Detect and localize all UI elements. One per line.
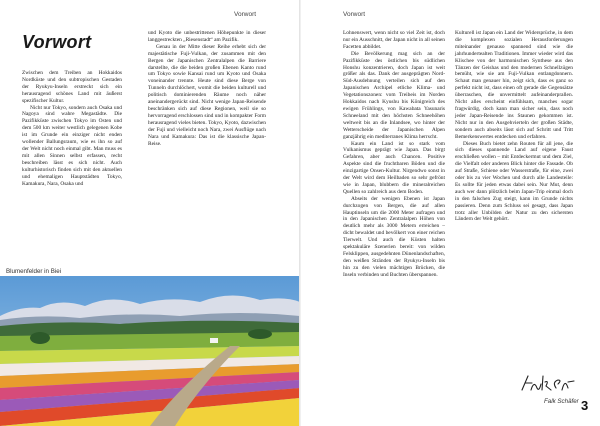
paragraph: Kaum ein Land ist so stark vom Vulkanismus geprägt wie Japan. Das birgt Gefahren, aber auch Chancen. Positive Aspekte sind die fruchtbaren Böden und die einzigartige Onsen-Kultur. Nirgendwo sonst in der Welt wird dem Heilbaden so sehr gefrönt wie in Japan, blubbern die mineralreichen Quellen so zahlreich aus dem Boden. <box>343 140 445 195</box>
photo-caption: Blumenfelder in Biei <box>6 268 62 275</box>
signer-name: Falk Schäfer <box>544 398 579 405</box>
paragraph: Zwischen dem Treiben an Hokkaidos Nordküste und den subtropischen Gestaden der Ryukyu-Inseln erstreckt sich ein herausragend schönes Land mit äußerst spezifischer Kultur. <box>22 70 122 104</box>
paragraph: Kulturell ist Japan ein Land der Widersprüche, in dem die komplexen sozialen Herausforderungen miteinander genauso spannend sind wie die jahrhundertealten Traditionen. Immer wieder wird das Klischee von der harmonischen Synthese aus den Tänzen der Geishas und den modernen Schnellzügen bemüht, wie sie am Fuji-Vulkan entlangdonnern. Schaut man genauer hin, zeigt sich, dass es ganz so perfekt nicht ist, dass einen oft gerade die Gegensätze überraschen, die unvermittelt aufeinanderprallen. Nicht alles erscheint einfühlsam, manches sogar fragwürdig, doch kann man sicher sein, dass noch jeder Japan-Reisende ins Staunen gekommen ist. Nicht nur in den Ausgehvierteln der großen Städte, sondern auch abseits lässt sich auf Schritt und Tritt Bemerkenswertes entdecken und erfahren. <box>455 30 573 140</box>
paragraph: und Kyoto die unbestrittenen Höhepunkte in dieser langgestreckten „Riesenstadt“ am Pazifik. <box>148 30 266 43</box>
page-number: 3 <box>581 398 589 413</box>
running-head-left: Vorwort <box>234 11 257 18</box>
paragraph: Abseits der wenigen Ebenen ist Japan durchzogen von Bergen, die auf allen Hauptinseln um die 2000 Meter aufragen und in den Japanischen Zentralalpen Höhen von deutlich mehr als 3000 Metern erreichen – dicht bewaldet und bevölkert von einer reichen Tierwelt. Und auch die Küsten halten spektakuläre Szenerien bereit: von wilden Felsklippen, ausgedehnten Dünenlandschaften, den weißen Stränden der Ryukyu-Inseln bis hin zu den vielen mächtigen Brücken, die Inseln verbinden und Buchten überspannen. <box>343 195 445 278</box>
paragraph: Lohnenswert, wenn nicht so viel Zeit ist, doch nur ein Ausschnitt, der Japan nicht in all seinen Facetten abbildet. <box>343 30 445 50</box>
paragraph: Nicht nur Tokyo, sondern auch Osaka und Nagoya sind wahre Megastädte. Die Pazifikküste zwischen Tokyo im Osten und dem 500 km weiter westlich gelegenen Kobe ist im Grunde ein einziger nicht enden wollender Ballungsraum, wie es ihn so auf der Welt nicht noch einmal gibt. Man muss es mit allen Sinnen selbst erfassen, recht beschreiben lässt es sich nicht. Auch kulturhistorisch finden sich mit den aktuellen und ehemaligen Hauptstädten Tokyo, Kamakura, Nara, Osaka und <box>22 104 122 187</box>
signature-image <box>518 372 578 396</box>
right-page <box>300 0 600 426</box>
running-head-right: Vorwort <box>343 11 366 18</box>
left-column-1 <box>22 70 122 187</box>
paragraph: Die Bevölkerung mag sich an der Pazifikküste des östlichen bis südlichen Honshu konzentrieren, doch Japan ist weit größer als das. Dank der ausgeprägten Nord-Süd-Ausdehnung verteilen sich auf den Japanischen Archipel etliche Klima- und Vegetationszonen: vom Treibeis im Norden Hokkaidos nach Kyushu bis Königreich des ewigen Frühlings, von Kawabata Yasunaris Schneeland mit den höchsten Schneehöhen weltweit bis an die Inlandsee, wo hinter der Wetterscheide der Japanischen Alpen ganzjährig ein mediterranes Klima herrscht. <box>343 50 445 140</box>
right-column-1 <box>343 30 445 279</box>
flower-fields-photo <box>0 276 300 426</box>
right-column-2 <box>455 30 573 223</box>
paragraph: Genau in der Mitte dieser Reihe erhebt sich der majestätische Fuji-Vulkan, der zusammen mit den Bergen der Japanischen Zentralalpen die Barriere darstellte, die die beiden großen Ebenen Kanto rund um Tokyo sowie Kansai rund um Kyoto und Osaka voneinander trennte. Heute sind diese Berge von Tunneln durchlöchert, womit die beiden kulturell und politisch dominierenden Räume noch näher aneinandergerückt sind. Nicht wenige Japan-Reisende beschränken sich auf diese Regionen, weil sie so hervorragend erschlossen sind und in kompakter Form herausragend vieles bieten. Tokyo, Kyoto, dazwischen der Fuji und vielleicht noch Nara, zwei Ausflüge nach Nara und Kamakura: Das ist die klassische Japan-Reise. <box>148 43 266 147</box>
paragraph: Dieses Buch bietet zehn Routen für all jene, die sich dieses spannende Land auf eigene Faust erschließen wollen – mit Entdeckermut und dem Ziel, die Vielfalt oder anderen Blick hinter die Fassade. Ob auf Straße, Schiene oder Wasserstraße, für eine, zwei oder bis zu vier Wochen und durch alle Landesteile: Es sollte für jeden etwas dabei sein. Nur Mut, denn auch wer dann plötzlich beim Japan-Trip einmal doch in den falschen Zug steigt, kann im Grunde nichts passieren. Denn zum Schluss sei gesagt, dass Japan trotz aller Unbilden der Natur zu den sichersten Ländern der Welt gehört. <box>455 140 573 223</box>
page-title: Vorwort <box>22 32 92 52</box>
left-column-2 <box>148 30 266 147</box>
